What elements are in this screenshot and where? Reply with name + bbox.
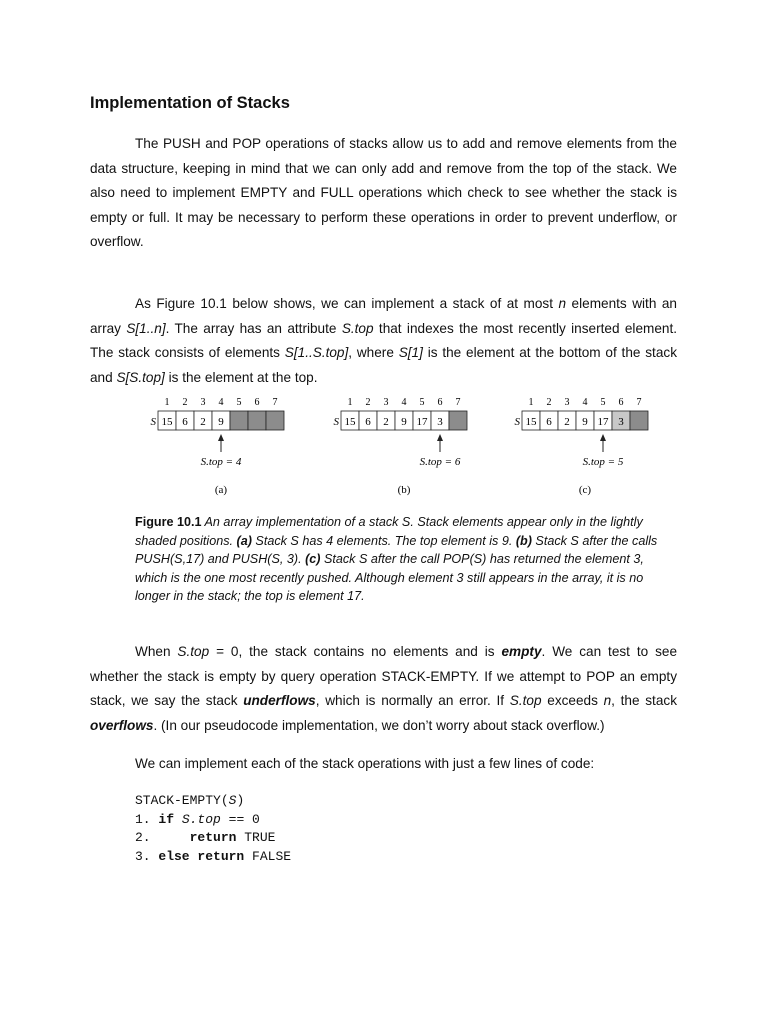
index-label: 7 bbox=[455, 397, 461, 408]
text-run: S[1..n] bbox=[126, 320, 166, 336]
index-label: 7 bbox=[272, 397, 278, 408]
cell-value: 6 bbox=[546, 416, 552, 428]
index-label: 2 bbox=[365, 397, 371, 408]
code-line bbox=[135, 811, 291, 830]
paragraph-array bbox=[90, 292, 677, 390]
cell-value: 9 bbox=[218, 416, 224, 428]
array-cell bbox=[630, 411, 648, 430]
text-run: Stack S after the calls PUSH(S,17) and PUSH(S, 3). bbox=[135, 533, 658, 567]
index-label: 5 bbox=[419, 397, 425, 408]
panel-label: (c) bbox=[578, 484, 592, 496]
text-run: . (In our pseudocode implementation, we don’t worry about stack overflow.) bbox=[153, 717, 605, 733]
text-run: . The array has an attribute bbox=[165, 320, 342, 336]
index-label: 1 bbox=[347, 397, 353, 408]
text-run: . We can test to see whether the stack is empty by query operation STACK-EMPTY. If we attempt to POP an empty stack, we say the stack bbox=[90, 644, 678, 709]
text-run: Stack S after the call POP(S) has returned the element 3, which is the one most recently pushed. Although element 3 still appears in the array, it is no longer in the stack; the top is element 17. bbox=[135, 552, 644, 604]
index-label: 4 bbox=[401, 397, 407, 408]
pseudocode-block bbox=[135, 792, 291, 866]
text-run: S[S.top] bbox=[116, 369, 165, 385]
text-run: == 0 bbox=[220, 811, 260, 827]
code-line bbox=[135, 792, 291, 811]
panel-label: (a) bbox=[214, 484, 228, 496]
text-run: that indexes the most recently inserted element. The stack consists of elements bbox=[90, 320, 677, 361]
text-run: = 0, the stack contains no elements and is bbox=[209, 644, 502, 659]
text-run: S.top bbox=[509, 693, 542, 709]
cell-value: 15 bbox=[344, 416, 356, 428]
cell-value: 3 bbox=[618, 416, 624, 428]
arrow-head bbox=[218, 434, 224, 441]
index-label: 5 bbox=[600, 397, 606, 408]
code-line bbox=[135, 848, 291, 867]
text-run: (c) bbox=[305, 552, 321, 567]
index-label: 4 bbox=[218, 397, 224, 408]
array-cell bbox=[266, 411, 284, 430]
index-label: 2 bbox=[182, 397, 188, 408]
text-run: 3. bbox=[135, 848, 159, 864]
text-run: S[1..S.top] bbox=[284, 345, 349, 361]
cell-value: 9 bbox=[582, 416, 588, 428]
page-title: Implementation of Stacks bbox=[90, 94, 290, 112]
stack-top-label: S.top = 4 bbox=[200, 456, 242, 468]
text-run: S.top bbox=[341, 320, 374, 336]
index-label: 1 bbox=[164, 397, 170, 408]
text-run: (a) bbox=[236, 533, 252, 548]
text-run: underflows bbox=[243, 693, 316, 709]
text-run: empty bbox=[501, 644, 542, 659]
text-run: S[1] bbox=[398, 345, 423, 361]
text-run: (b) bbox=[515, 533, 532, 548]
text-run: , where bbox=[348, 345, 399, 361]
array-cell bbox=[230, 411, 248, 430]
text-run: n bbox=[558, 296, 567, 311]
text-run: STACK-EMPTY( bbox=[135, 793, 229, 808]
cell-value: 2 bbox=[564, 416, 570, 428]
paragraph-code-intro: We can implement each of the stack operations with just a few lines of code: bbox=[135, 756, 595, 771]
index-label: 3 bbox=[200, 397, 206, 408]
text-run: S.top bbox=[177, 644, 210, 659]
cell-value: 2 bbox=[383, 416, 389, 428]
cell-value: 3 bbox=[437, 416, 443, 428]
array-cell bbox=[248, 411, 266, 430]
cell-value: 2 bbox=[200, 416, 206, 428]
stack-top-label: S.top = 6 bbox=[419, 456, 461, 468]
text-run: 1. bbox=[135, 811, 159, 827]
text-run: An array implementation of a stack S. Stack elements appear only in the lightly shaded positions. bbox=[135, 515, 643, 548]
text-run: , the stack bbox=[611, 693, 677, 709]
text-run: When bbox=[135, 644, 178, 659]
text-run: ) bbox=[236, 793, 245, 808]
text-run: return bbox=[189, 830, 237, 845]
cell-value: 6 bbox=[182, 416, 188, 428]
cell-value: 15 bbox=[525, 416, 537, 428]
index-label: 5 bbox=[236, 397, 242, 408]
array-name-label: S bbox=[333, 416, 339, 428]
text-run: elements with an array bbox=[90, 296, 677, 336]
text-run: 2. bbox=[135, 830, 190, 845]
arrow-head bbox=[600, 434, 606, 441]
code-line bbox=[135, 829, 291, 848]
index-label: 6 bbox=[437, 397, 443, 408]
index-label: 4 bbox=[582, 397, 588, 408]
caption-label: Figure 10.1 bbox=[135, 515, 202, 529]
text-run: is the element at the top. bbox=[164, 369, 318, 385]
cell-value: 6 bbox=[365, 416, 371, 428]
text-run: , which is normally an error. If bbox=[315, 693, 510, 709]
array-name-label: S bbox=[150, 416, 156, 428]
text-run: S.top bbox=[181, 811, 221, 827]
paragraph-intro: The PUSH and POP operations of stacks allow us to add and remove elements from the data structure, keeping in mind that we can only add and remove from the top of the stack. We also need to implement EMPTY and FULL operations which check to see whether the stack is empty or full. It may be necessary to perform these operations in order to prevent underflow, or overflow. bbox=[90, 136, 677, 250]
text-run: n bbox=[603, 693, 612, 709]
text-run: As Figure 10.1 below shows, we can implement a stack of at most bbox=[135, 296, 559, 311]
index-label: 6 bbox=[618, 397, 624, 408]
stack-figure bbox=[144, 392, 674, 502]
figure-caption bbox=[135, 513, 665, 606]
text-run: overflows bbox=[90, 717, 154, 733]
index-label: 6 bbox=[254, 397, 260, 408]
index-label: 2 bbox=[546, 397, 552, 408]
array-name-label: S bbox=[514, 416, 520, 428]
cell-value: 17 bbox=[416, 416, 428, 428]
index-label: 3 bbox=[564, 397, 570, 408]
index-label: 1 bbox=[528, 397, 534, 408]
text-run: TRUE bbox=[236, 830, 276, 845]
array-cell bbox=[449, 411, 467, 430]
text-run: Stack S has 4 elements. The top element is 9. bbox=[251, 533, 516, 548]
text-run: else return bbox=[158, 848, 245, 864]
text-run: FALSE bbox=[244, 848, 292, 864]
text-run: S bbox=[228, 793, 237, 808]
index-label: 3 bbox=[383, 397, 389, 408]
text-run bbox=[174, 812, 182, 827]
cell-value: 9 bbox=[401, 416, 407, 428]
paragraph-empty bbox=[90, 640, 677, 738]
text-run: exceeds bbox=[541, 693, 604, 709]
text-run: if bbox=[158, 811, 175, 827]
stack-top-label: S.top = 5 bbox=[582, 456, 624, 468]
text-run: is the element at the bottom of the stack and bbox=[90, 345, 677, 385]
index-label: 7 bbox=[636, 397, 642, 408]
cell-value: 15 bbox=[161, 416, 173, 428]
panel-label: (b) bbox=[397, 484, 411, 496]
cell-value: 17 bbox=[597, 416, 609, 428]
arrow-head bbox=[437, 434, 443, 441]
